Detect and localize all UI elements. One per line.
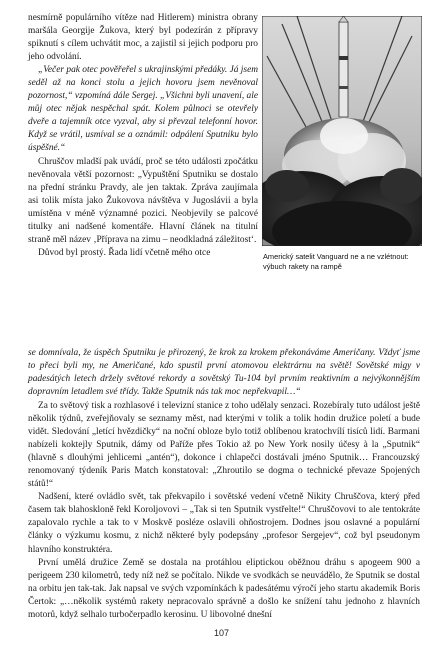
paragraph: nesmírně populárního vítěze nad Hitlerem) ministra obrany maršála Georgije Žukova, který byl podezírán z přípravy spiknutí s cílem uchvátit moc, a zajistil si jejich podporu pro jeho odvolání.	[28, 13, 258, 63]
paragraph: se domnívala, že úspěch Sputniku je přirozený, že krok za krokem překonáváme Američany. Vždyť jsme to přeci byli my, ne Američané, kdo spustil první atomovou elektrárnu na světě! Sovětské migy v padesátých letech držely světové rekordy a sovětský Tu-104 byl prvním reaktivním a nejvýkonnějším dopravním letadlem své třídy. Takže Sputnik nás tak moc nepřekvapil…“	[28, 348, 420, 398]
lower-body-text	[28, 400, 420, 622]
paragraph: První umělá družice Země se dostala na protáhlou eliptickou oběžnou dráhu s apogeem 900 a perigeem 230 kilometrů, tedy níž než se počítalo. Nikde ve svodkách se neuvádělo, že Sputnik se dostal na orbitu jen tak-tak. Jak napsal ve svých vzpomínkách k padesátému výročí jeho startu akademik Boris Čertok: „…několik systémů rakety nepracovalo správně a došlo ke snížení tahu jednoho z hlavních motorů, když selhalo turbočerpadlo kerosinu. U libovolné dnešní	[28, 557, 420, 620]
full-width-continuation	[28, 347, 420, 399]
paragraph: „Večer pak otec pověřeřel s ukrajinskými předáky. Já jsem seděl až na konci stolu a jejich hovoru jsem nevěnoval pozornost,“ vzpomíná dále Sergej. „Všichni byli unavení, ale můj otec nějak nespěchal spát. Kolem půlnoci se otevřely dveře a tajemník otce vyzval, aby si převzal telefonní hovor. Když se vrátil, usmíval se a oznámil: odpálení Sputniku bylo úspěšné.“	[28, 65, 258, 154]
paragraph: Důvod byl prostý. Řada lidí včetně mého otce	[38, 247, 211, 258]
page-number: 107	[213, 628, 230, 638]
paragraph: Za to světový tisk a rozhlasové i televizní stanice z toho udělaly senzaci. Rozebíraly tuto událost ještě několik týdnů, zveřejňovaly se seznamy měst, nad kterými v tolik a tolik hodin družice poletí a bude vidět. Sledování „letící hvězdičky“ na noční obloze bylo totiž oblíbenou kratochvílí tisíců lidí. Barmani nabízeli koktejly Sputnik, dámy od Paříže přes Tokio až po New York nosily účesy à la „Sputnik“ (hlavně s dlouhými jehlicemi „antén“), dokonce i chlapečci dostávali jméno Sputnik… Francouzský renomovaný týdeník Paris Match konstatoval: „Zhroutilo se dogma o technické převaze Spojených států!“	[28, 401, 420, 490]
paragraph: Chruščov mladší pak uvádí, proč se této události zpočátku nevěnovala větší pozornost: „Vypuštění Sputniku se dostalo na přední stránku Pravdy, ale jen taktak. Zpráva zaujímala asi tolik místa jako Žukovova návštěva v Jugoslávii a byla umístěna v méně významné pozici. Neobjevily se palcové titulky ani nadšené komentáře. Hlavní článek na titulní straně měl název ‚Příprava na zimu – neodkladná záležitost‘.	[28, 156, 258, 245]
top-column-text	[28, 12, 258, 260]
figure-caption: Americký satelit Vanguard ne a ne vzlétnout: výbuch rakety na rampě	[263, 252, 409, 271]
paragraph: Nadšení, které ovládlo svět, tak překvapilo i sovětské vedení včetně Nikity Chruščova, který před časem tak blahoskloně řekl Koroljovovi – „Tak si ten Sputnik vystřelte!“ Chruščovovi to ale tentokráte zapalovalo rychle a tak to v Moskvě posléze oslavili ohňostrojem. Dodnes jsou oslavné a populární články o výzkumu kosmu, z nichž některé byly podepsány „profesor Sergejev“, což byl pseudonym hlavního konstruktéra.	[28, 492, 420, 555]
rocket-explosion-photo	[262, 16, 422, 246]
